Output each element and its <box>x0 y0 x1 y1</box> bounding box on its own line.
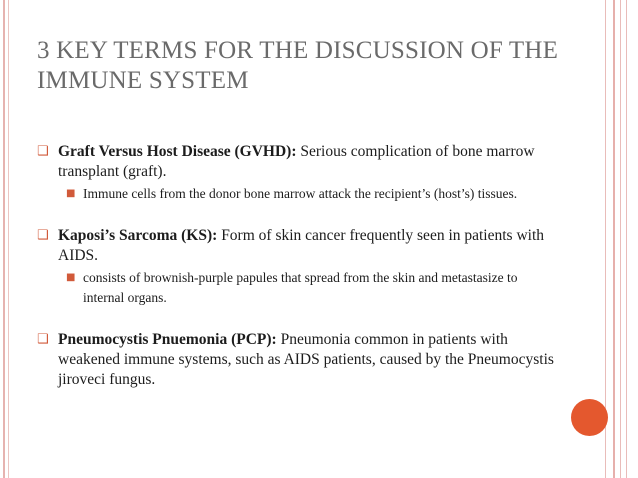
term-description: Form of skin cancer frequently seen in patients with AIDS. <box>58 227 545 264</box>
bullet-item-ks <box>37 226 557 308</box>
left-rule-line <box>3 0 5 478</box>
term-label: Graft Versus Host Disease (GVHD): <box>58 143 297 160</box>
bullet-marker-icon: ❑ <box>37 144 49 159</box>
right-rule-line <box>605 0 606 478</box>
right-rule-line <box>620 0 621 478</box>
term-description: Serious complication of bone marrow transplant (graft). <box>58 143 535 180</box>
left-rule-line <box>8 0 9 478</box>
right-rule-line <box>613 0 615 478</box>
sub-bullet-item <box>58 268 557 308</box>
sub-bullet-marker-icon: ■ <box>66 272 76 283</box>
bullet-item-gvhd <box>37 142 557 204</box>
slide-title: 3 KEY TERMS FOR THE DISCUSSION OF THE IMMUNE SYSTEM <box>37 37 559 94</box>
accent-circle <box>571 399 608 436</box>
term-label: Pneumocystis Pnuemonia (PCP): <box>58 331 277 348</box>
sub-bullet-marker-icon: ■ <box>66 188 76 199</box>
bullet-list <box>37 142 557 412</box>
sub-bullet-text: Immune cells from the donor bone marrow attack the recipient’s (host’s) tissues. <box>83 186 518 201</box>
term-label: Kaposi’s Sarcoma (KS): <box>58 227 218 244</box>
right-rule-line <box>626 0 627 478</box>
bullet-marker-icon: ❑ <box>37 332 49 347</box>
term-description: Pneumonia common in patients with weakened immune systems, such as AIDS patients, caused by the Pneumocystis jiroveci fungus. <box>58 331 554 388</box>
bullet-item-pcp <box>37 330 557 390</box>
sub-bullet-text: consists of brownish-purple papules that spread from the skin and metastasize to internal organs. <box>83 270 518 305</box>
sub-bullet-list <box>58 268 557 308</box>
sub-bullet-item <box>58 184 557 204</box>
bullet-marker-icon: ❑ <box>37 228 49 243</box>
sub-bullet-list <box>58 184 557 204</box>
